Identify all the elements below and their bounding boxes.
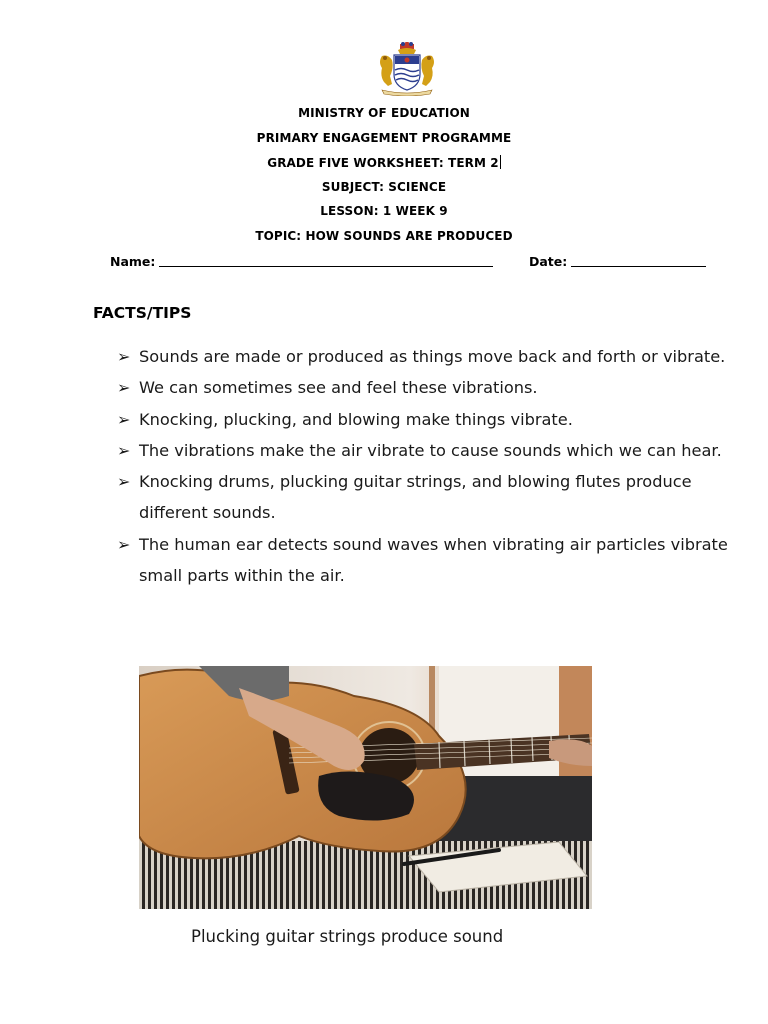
fact-text: Sounds are made or produced as things move back and forth or vibrate. [139, 347, 726, 366]
date-blank[interactable] [571, 254, 706, 267]
date-label: Date: [529, 254, 568, 269]
name-label: Name: [110, 254, 156, 269]
arrowhead-bullet-icon: ➢ [117, 378, 131, 398]
worksheet-title [0, 155, 768, 170]
fact-item [117, 529, 737, 592]
date-field-row [529, 254, 706, 269]
facts-heading: FACTS/TIPS [93, 304, 192, 322]
ministry-title: MINISTRY OF EDUCATION [298, 106, 470, 120]
fact-item [117, 372, 737, 403]
subject-line: SUBJECT: SCIENCE [321, 180, 447, 194]
name-field-row [110, 254, 493, 269]
arrowhead-bullet-icon: ➢ [117, 409, 131, 429]
fact-item [117, 466, 737, 529]
fact-text: We can sometimes see and feel these vibrations. [139, 378, 538, 398]
facts-list [117, 341, 737, 591]
arrowhead-bullet-icon: ➢ [117, 440, 131, 460]
worksheet-title-text: GRADE FIVE WORKSHEET: TERM 2 [267, 156, 499, 170]
fact-item [117, 435, 737, 466]
name-blank[interactable] [159, 254, 493, 267]
programme-title: PRIMARY ENGAGEMENT PROGRAMME [256, 131, 512, 145]
arrowhead-bullet-icon: ➢ [117, 472, 131, 492]
arrowhead-bullet-icon: ➢ [117, 347, 131, 366]
photo-caption: Plucking guitar strings produce sound [191, 927, 504, 946]
topic-line: TOPIC: HOW SOUNDS ARE PRODUCED [255, 229, 513, 243]
fact-text: The vibrations make the air vibrate to cause sounds which we can hear. [139, 440, 722, 460]
fact-item [117, 404, 737, 435]
coat-of-arms-icon [376, 42, 438, 96]
arrowhead-bullet-icon: ➢ [117, 534, 131, 554]
text-cursor [500, 155, 501, 169]
fact-text: The human ear detects sound waves when vibrating air particles vibrate small parts within the air. [139, 534, 728, 586]
guitar-photo [139, 666, 592, 909]
lesson-line: LESSON: 1 WEEK 9 [320, 204, 448, 218]
fact-text: Knocking, plucking, and blowing make things vibrate. [139, 409, 573, 429]
fact-text: Knocking drums, plucking guitar strings, and blowing flutes produce different sounds. [139, 472, 692, 523]
fact-item [117, 341, 737, 372]
